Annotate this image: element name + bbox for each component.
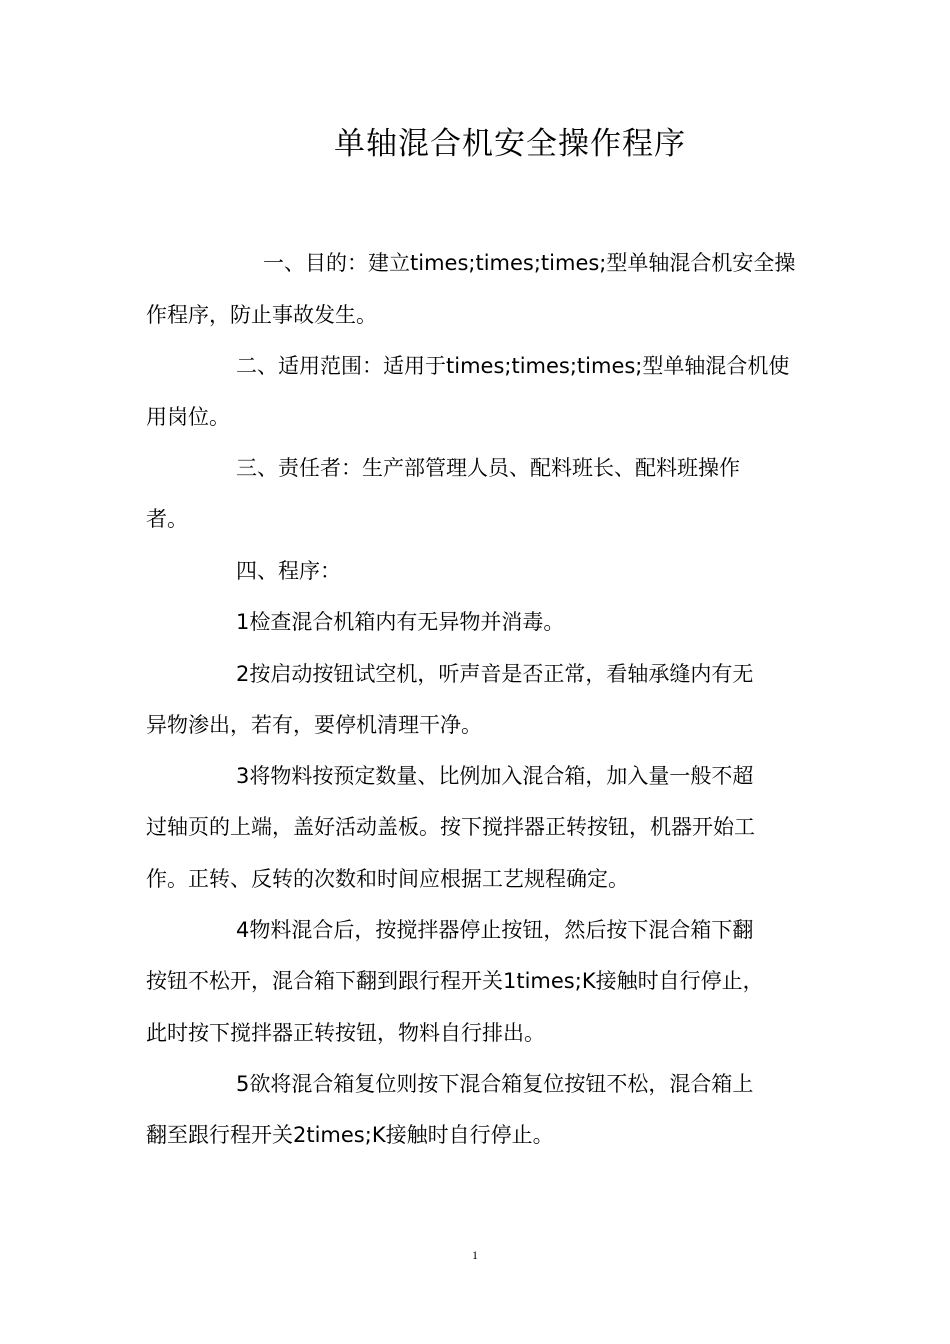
line-step-3b: 过轴页的上端，盖好活动盖板。按下搅拌器正转按钮，机器开始工 [146, 815, 755, 839]
line-step-3a: 3将物料按预定数量、比例加入混合箱，加入量一般不超 [236, 764, 754, 788]
line-step-3c: 作。正转、反转的次数和时间应根据工艺规程确定。 [146, 867, 629, 891]
page-number: 1 [472, 1248, 478, 1262]
line-step-2b: 异物渗出，若有，要停机清理干净。 [146, 713, 482, 737]
line-scope-1: 二、适用范围：适用于times;times;times;型单轴混合机使 [236, 354, 790, 378]
line-step-5b: 翻至跟行程开关2times;K接触时自行停止。 [146, 1123, 554, 1147]
line-step-4b: 按钮不松开，混合箱下翻到跟行程开关1times;K接触时自行停止， [146, 969, 764, 993]
document-title: 单轴混合机安全操作程序 [334, 126, 686, 162]
line-responsible-2: 者。 [146, 507, 188, 531]
line-procedure-heading: 四、程序： [236, 559, 341, 583]
line-step-5a: 5欲将混合箱复位则按下混合箱复位按钮不松，混合箱上 [236, 1072, 754, 1096]
line-step-4a: 4物料混合后，按搅拌器停止按钮，然后按下混合箱下翻 [236, 918, 754, 942]
line-step-2a: 2按启动按钮试空机，听声音是否正常，看轴承缝内有无 [236, 662, 754, 686]
line-purpose-1: 一、目的：建立times;times;times;型单轴混合机安全操 [263, 251, 796, 275]
line-step-4c: 此时按下搅拌器正转按钮，物料自行排出。 [146, 1021, 545, 1045]
line-step-1: 1检查混合机箱内有无异物并消毒。 [236, 610, 565, 634]
line-responsible-1: 三、责任者：生产部管理人员、配料班长、配料班操作 [236, 456, 740, 480]
line-scope-2: 用岗位。 [146, 405, 230, 429]
line-purpose-2: 作程序，防止事故发生。 [146, 303, 377, 327]
